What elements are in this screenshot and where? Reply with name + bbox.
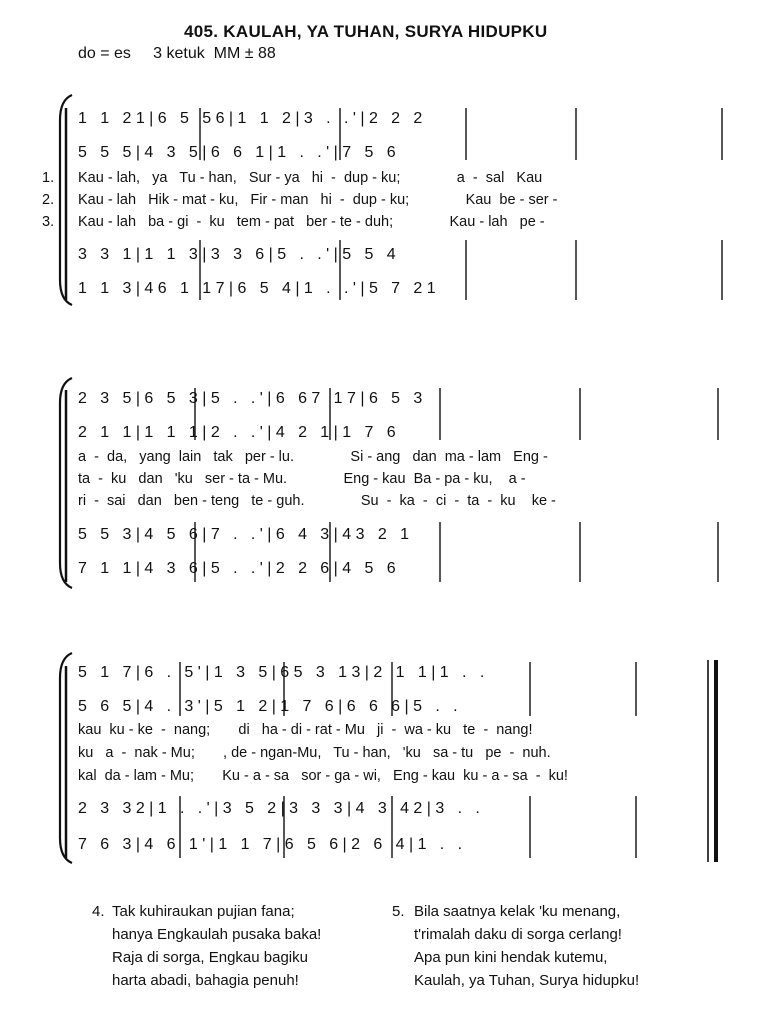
lyric-line: a - da, yang lain tak per - lu. Si - ang dan ma - lam Eng - (78, 449, 548, 465)
hymn-title: 405. KAULAH, YA TUHAN, SURYA HIDUPKU (184, 22, 548, 41)
verse-line: hanya Engkaulah pusaka baka! (112, 926, 322, 943)
lyric-line: ku a - nak - Mu; , de - ngan-Mu, Tu - han, 'ku sa - tu pe - nuh. (78, 745, 551, 761)
lyric-line: Kau - lah ba - gi - ku tem - pat ber - te - duh; Kau - lah pe - (78, 214, 545, 230)
verse-number: 1. (42, 170, 55, 186)
bass-line: 7 6 3 | 4 6 1 ' | 1 1 7 | 6 5 6 | 2 6 4 | 1 . . (78, 836, 463, 853)
lyric-line: kal da - lam - Mu; Ku - a - sa sor - ga - wi, Eng - kau ku - a - sa - ku! (78, 768, 568, 784)
verse-number: 5. (392, 903, 405, 920)
verse-line: Raja di sorga, Engkau bagiku (112, 949, 308, 966)
lyric-line: Kau - lah, ya Tu - han, Sur - ya hi - dup - ku; a - sal Kau (78, 170, 543, 186)
lyric-line: Kau - lah Hik - mat - ku, Fir - man hi - dup - ku; Kau be - ser - (78, 192, 558, 208)
alto-line: 2 1 1 | 1 1 1 | 2 . . ' | 4 2 1 | 1 7 6 (78, 424, 396, 441)
verse-line: Apa pun kini hendak kutemu, (414, 949, 608, 966)
tenor-line: 3 3 1 | 1 1 3 | 3 3 6 | 5 . . ' | 5 5 4 (78, 246, 396, 263)
verse-line: Kaulah, ya Tuhan, Surya hidupku! (414, 972, 640, 989)
lyric-line: kau ku - ke - nang; di ha - di - rat - Mu ji - wa - ku te - nang! (78, 722, 533, 738)
verse-number: 3. (42, 214, 55, 230)
bass-line: 1 1 3 | 4 6 1 1 7 | 6 5 4 | 1 . . ' | 5 7 2 1 (78, 280, 436, 297)
bass-line: 7 1 1 | 4 3 6 | 5 . . ' | 2 2 6 | 4 5 6 (78, 560, 396, 577)
lyric-line: ri - sai dan ben - teng te - guh. Su - ka - ci - ta - ku ke - (78, 493, 556, 509)
verse-line: Bila saatnya kelak 'ku menang, (414, 903, 621, 920)
soprano-line: 2 3 5 | 6 5 3 | 5 . . ' | 6 6 7 1 7 | 6 5 3 (78, 390, 423, 407)
verse-number: 2. (42, 192, 55, 208)
lyric-line: ta - ku dan 'ku ser - ta - Mu. Eng - kau Ba - pa - ku, a - (78, 471, 526, 487)
tempo-key-info: do = es 3 ketuk MM ± 88 (78, 45, 276, 62)
soprano-line: 5 1 7 | 6 . 5 ' | 1 3 5 | 6 5 3 1 3 | 2 1 1 | 1 . . (78, 664, 485, 681)
verse-number: 4. (92, 903, 105, 920)
tenor-line: 2 3 3 2 | 1 . . ' | 3 5 2 | 3 3 3 | 4 3 4 2 | 3 . . (78, 800, 480, 817)
verse-line: Tak kuhiraukan pujian fana; (112, 903, 295, 920)
tenor-line: 5 5 3 | 4 5 6 | 7 . . ' | 6 4 3 | 4 3 2 1 (78, 526, 409, 543)
alto-line: 5 5 5 | 4 3 5 | 6 6 1 | 1 . . ' | 7 5 6 (78, 144, 396, 161)
alto-line: 5 6 5 | 4 . 3 ' | 5 1 2 | 1 7 6 | 6 6 6 | 5 . . (78, 698, 458, 715)
verse-line: t'rimalah daku di sorga cerlang! (414, 926, 622, 943)
soprano-line: 1 1 2 1 | 6 5 5 6 | 1 1 2 | 3 . . ' | 2 2 2 (78, 110, 423, 127)
verse-line: harta abadi, bahagia penuh! (112, 972, 299, 989)
